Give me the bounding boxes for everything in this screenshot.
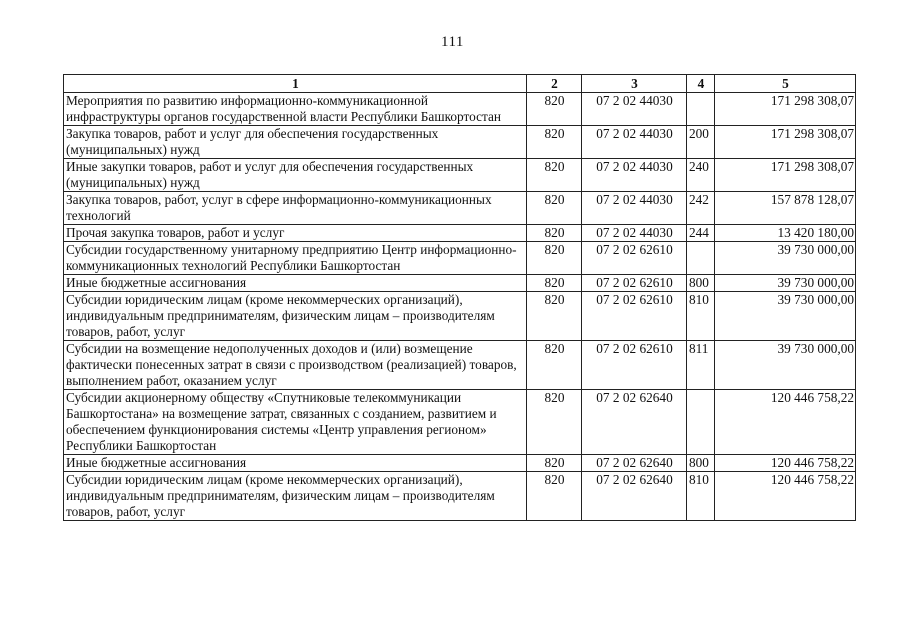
row-csr: 07 2 02 44030 [582, 225, 687, 242]
row-sum: 120 446 758,22 [715, 472, 856, 521]
row-sum: 13 420 180,00 [715, 225, 856, 242]
row-sum: 39 730 000,00 [715, 275, 856, 292]
row-code: 820 [527, 455, 582, 472]
row-name: Субсидии государственному унитарному предприятию Центр информационно-коммуникационных технологий Республики Башкортостан [64, 242, 527, 275]
row-type: 810 [687, 472, 715, 521]
row-type [687, 390, 715, 455]
row-type: 800 [687, 455, 715, 472]
row-name: Иные закупки товаров, работ и услуг для обеспечения государственных (муниципальных) нужд [64, 159, 527, 192]
header-col-csr: 3 [582, 75, 687, 93]
row-sum: 171 298 308,07 [715, 159, 856, 192]
row-csr: 07 2 02 62610 [582, 341, 687, 390]
row-csr: 07 2 02 62640 [582, 455, 687, 472]
row-type: 242 [687, 192, 715, 225]
row-name: Закупка товаров, работ и услуг для обеспечения государственных (муниципальных) нужд [64, 126, 527, 159]
row-csr: 07 2 02 62610 [582, 242, 687, 275]
row-name: Субсидии юридическим лицам (кроме некоммерческих организаций), индивидуальным предпринимателям, физическим лицам – производителям товаров, работ, услуг [64, 472, 527, 521]
table-row [64, 225, 856, 242]
row-name: Субсидии акционерному обществу «Спутниковые телекоммуникации Башкортостана» на возмещение затрат, связанных с созданием, развитием и обеспечением функционирования системы «Центр управления регионом» Республики Башкортостан [64, 390, 527, 455]
row-sum: 39 730 000,00 [715, 292, 856, 341]
row-sum: 39 730 000,00 [715, 242, 856, 275]
row-code: 820 [527, 192, 582, 225]
row-type: 800 [687, 275, 715, 292]
row-code: 820 [527, 159, 582, 192]
table-row [64, 472, 856, 521]
row-name: Субсидии юридическим лицам (кроме некоммерческих организаций), индивидуальным предпринимателям, физическим лицам – производителям товаров, работ, услуг [64, 292, 527, 341]
row-csr: 07 2 02 44030 [582, 159, 687, 192]
row-type: 200 [687, 126, 715, 159]
header-col-type: 4 [687, 75, 715, 93]
row-code: 820 [527, 225, 582, 242]
table-row [64, 341, 856, 390]
page-number: 111 [441, 34, 464, 50]
row-sum: 157 878 128,07 [715, 192, 856, 225]
row-csr: 07 2 02 44030 [582, 126, 687, 159]
row-sum: 120 446 758,22 [715, 455, 856, 472]
row-type: 810 [687, 292, 715, 341]
row-code: 820 [527, 126, 582, 159]
row-name: Мероприятия по развитию информационно-коммуникационной инфраструктуры органов государственной власти Республики Башкортостан [64, 93, 527, 126]
row-code: 820 [527, 472, 582, 521]
budget-table [63, 74, 856, 521]
table-row [64, 275, 856, 292]
row-sum: 171 298 308,07 [715, 93, 856, 126]
row-csr: 07 2 02 62610 [582, 292, 687, 341]
row-type: 811 [687, 341, 715, 390]
row-code: 820 [527, 275, 582, 292]
row-type: 244 [687, 225, 715, 242]
header-col-sum: 5 [715, 75, 856, 93]
table-row [64, 242, 856, 275]
row-name: Закупка товаров, работ, услуг в сфере информационно-коммуникационных технологий [64, 192, 527, 225]
row-name: Прочая закупка товаров, работ и услуг [64, 225, 527, 242]
table-row [64, 93, 856, 126]
header-row [64, 75, 856, 93]
row-csr: 07 2 02 62640 [582, 472, 687, 521]
row-type: 240 [687, 159, 715, 192]
row-sum: 39 730 000,00 [715, 341, 856, 390]
row-code: 820 [527, 292, 582, 341]
table-row [64, 390, 856, 455]
header-col-name: 1 [64, 75, 527, 93]
table-row [64, 192, 856, 225]
row-code: 820 [527, 93, 582, 126]
row-code: 820 [527, 242, 582, 275]
row-csr: 07 2 02 44030 [582, 192, 687, 225]
row-name: Иные бюджетные ассигнования [64, 455, 527, 472]
row-type [687, 242, 715, 275]
table-row [64, 159, 856, 192]
header-col-code: 2 [527, 75, 582, 93]
row-code: 820 [527, 390, 582, 455]
table-row [64, 455, 856, 472]
row-name: Иные бюджетные ассигнования [64, 275, 527, 292]
row-csr: 07 2 02 62640 [582, 390, 687, 455]
row-code: 820 [527, 341, 582, 390]
row-name: Субсидии на возмещение недополученных доходов и (или) возмещение фактически понесенных затрат в связи с производством (реализацией) товаров, выполнением работ, оказанием услуг [64, 341, 527, 390]
table-row [64, 292, 856, 341]
row-type [687, 93, 715, 126]
row-sum: 120 446 758,22 [715, 390, 856, 455]
row-csr: 07 2 02 62610 [582, 275, 687, 292]
table-row [64, 126, 856, 159]
row-csr: 07 2 02 44030 [582, 93, 687, 126]
row-sum: 171 298 308,07 [715, 126, 856, 159]
